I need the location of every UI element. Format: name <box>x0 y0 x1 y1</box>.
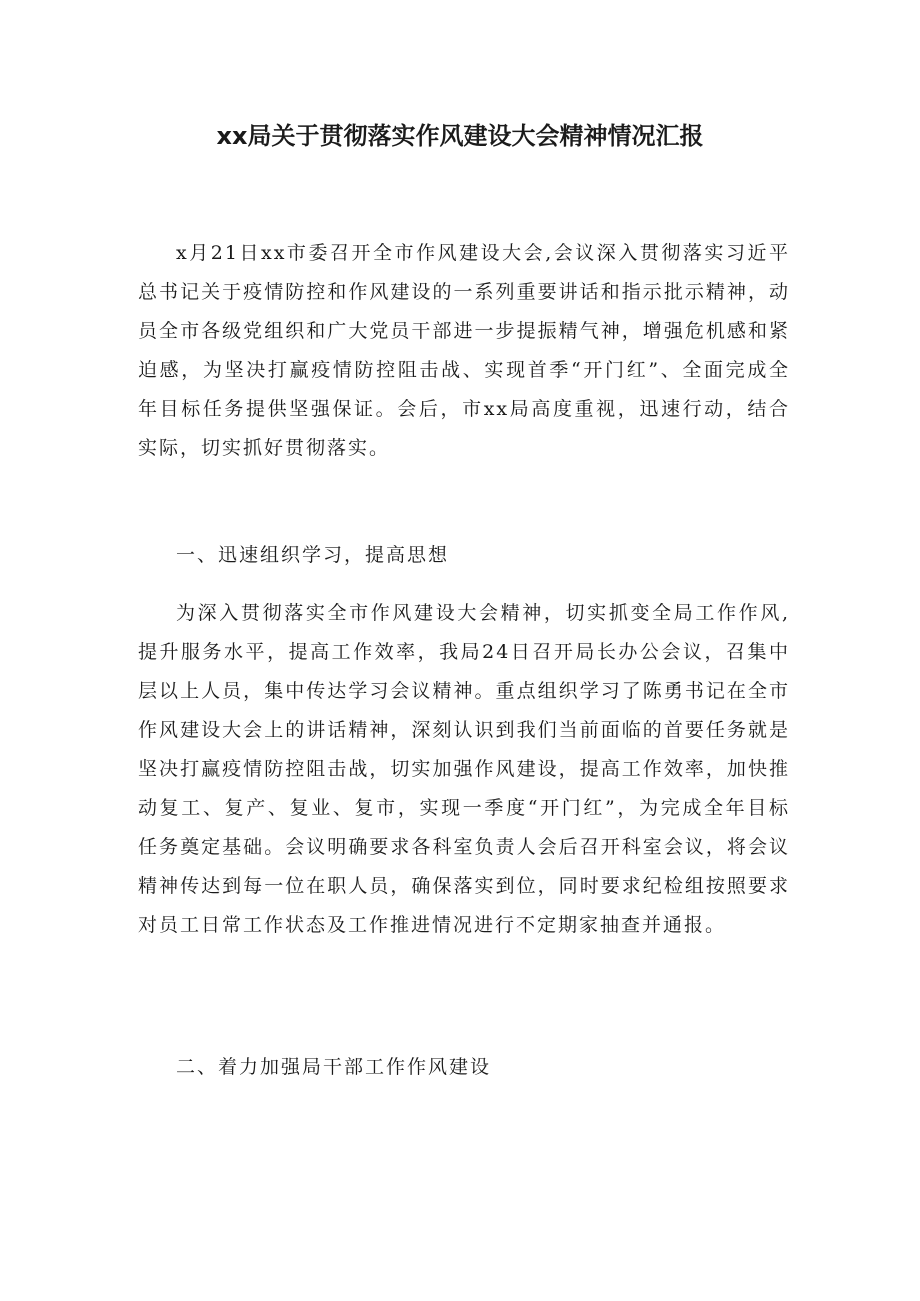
section-heading-2: 二、着力加强局干部工作作风建设 <box>176 1056 492 1078</box>
section-heading-1: 一、迅速组织学习，提高思想 <box>176 544 450 566</box>
document-title: xx局关于贯彻落实作风建设大会精神情况汇报 <box>216 122 704 150</box>
intro-paragraph: x月21日xx市委召开全市作风建设大会,会议深入贯彻落实习近平总书记关于疫情防控和作风建设的一系列重要讲话和指示批示精神，动员全市各级党组织和广大党员干部进一步提振精气神，增强危机感和紧迫感，为坚决打赢疫情防控阻击战、实现首季“开门红”、全面完成全年目标任务提供坚强保证。会后，市xx局高度重视，迅速行动，结合实际，切实抓好贯彻落实。 <box>138 242 790 459</box>
section-1-paragraph: 为深入贯彻落实全市作风建设大会精神，切实抓变全局工作作风,提升服务水平，提高工作效率，我局24日召开局长办公会议，召集中层以上人员，集中传达学习会议精神。重点组织学习了陈勇书记在全市作风建设大会上的讲话精神，深刻认识到我们当前面临的首要任务就是坚决打赢疫情防控阻击战，切实加强作风建设，提高工作效率，加快推动复工、复产、复业、复市，实现一季度“开门红”，为完成全年目标任务奠定基础。会议明确要求各科室负责人会后召开科室会议，将会议精神传达到每一位在职人员，确保落实到位，同时要求纪检组按照要求对员工日常工作状态及工作推进情况进行不定期家抽查并通报。 <box>138 602 790 936</box>
